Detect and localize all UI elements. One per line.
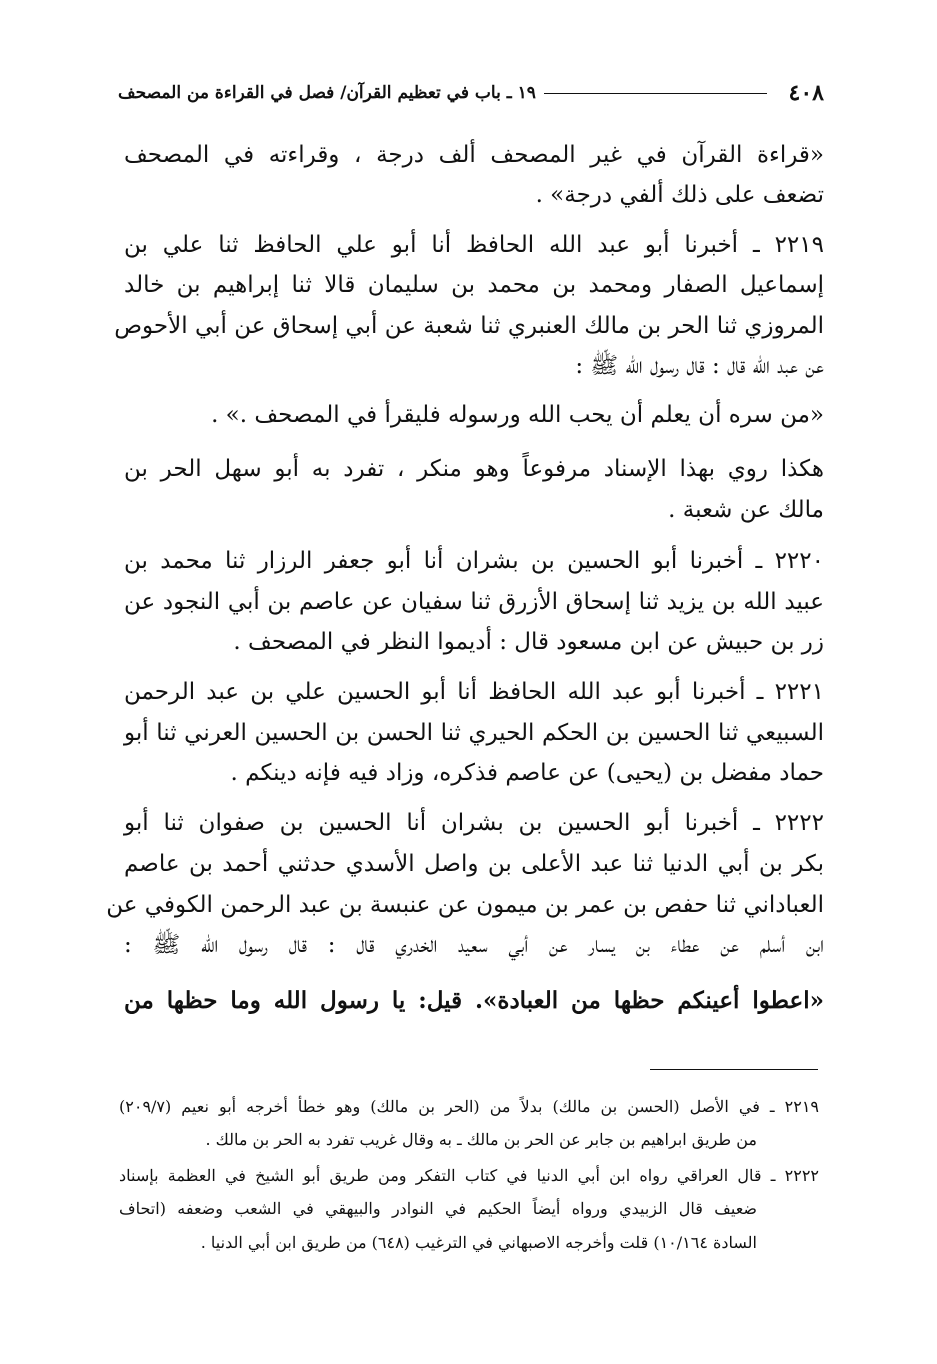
- footnote-separator: [650, 1069, 818, 1070]
- body-line: مالك عن شعبة .: [668, 497, 824, 523]
- footnote-2219: ٢٢١٩ ـ في الأصل (الحسن بن مالك) بدلاً من (الحر بن مالك) وهو خطأ أخرجه أبو نعيم (٢٠٩/٧): [119, 1097, 819, 1116]
- footnote-line: السادة ١٠/١٦٤) قلت وأخرجه الاصبهاني في الترغيب (٦٤٨) من طريق ابن أبي الدنيا .: [200, 1233, 757, 1252]
- footnote-line: ضعيف قال الزبيدي ورواه أيضاً الحكيم في النوادر والبيهقي في الشعب وضعفه (اتحاف: [119, 1199, 757, 1218]
- body-line: إسماعيل الصفار ومحمد بن محمد بن سليمان قالا ثنا إبراهيم بن خالد: [124, 272, 824, 298]
- body-line: السبيعي ثنا الحسين بن الحكم الحيري ثنا الحسن بن الحسين العرني ثنا أبو: [124, 720, 824, 746]
- header-rule: [544, 93, 767, 94]
- body-line: حماد مفضل بن (يحيى) عن عاصم فذكره، وزاد فيه فإنه دينكم .: [230, 760, 824, 786]
- body-line: عبيد الله بن يزيد ثنا إسحاق الأزرق ثنا سفيان عن عاصم بن أبي النجود عن: [124, 589, 824, 615]
- body-line: «من سره أن يعلم أن يحب الله ورسوله فليقرأ في المصحف .» .: [211, 402, 824, 428]
- page-number: ٤٠٨: [788, 80, 824, 106]
- running-title: ١٩ ـ باب في تعظيم القرآن/ فصل في القراءة من المصحف: [118, 83, 536, 103]
- hadith-2222-line: ٢٢٢٢ ـ أخبرنا أبو الحسين بن بشران أنا الحسين بن صفوان ثنا أبو: [124, 810, 824, 836]
- hadith-quote-bold: «اعطوا أعينكم حظها من العبادة». قيل: يا رسول الله وما حظها من: [124, 987, 824, 1014]
- body-line: بكر بن أبي الدنيا ثنا عبد الأعلى بن واصل الأسدي حدثني أحمد بن عاصم: [124, 851, 824, 877]
- body-line: «قراءة القرآن في غير المصحف ألف درجة ، وقراءته في المصحف: [124, 142, 824, 168]
- body-line: زر بن حبيش عن ابن مسعود قال : أديموا النظر في المصحف .: [233, 629, 824, 655]
- footnote-line: من طريق ابراهيم بن جابر عن الحر بن مالك ـ به وقال غريب تفرد به الحر بن مالك .: [205, 1130, 757, 1149]
- hadith-2220-line: ٢٢٢٠ ـ أخبرنا أبو الحسين بن بشران أنا أبو جعفر الرزار ثنا محمد بن: [124, 548, 824, 574]
- body-line: تضعف على ذلك ألفي درجة» .: [535, 182, 824, 208]
- body-line: المروزي ثنا الحر بن مالك العنبري ثنا شعبة عن أبي إسحاق عن أبي الأحوص: [114, 313, 824, 339]
- footnote-2222: ٢٢٢٢ ـ قال العراقي رواه ابن أبي الدنيا في كتاب التفكر ومن طريق أبو الشيخ في العظمة بإسناد: [119, 1166, 820, 1185]
- page-header: [118, 76, 824, 110]
- hadith-2219-line: ٢٢١٩ ـ أخبرنا أبو عبد الله الحافظ أنا أبو علي الحافظ ثنا علي بن: [124, 232, 824, 258]
- body-line: ابن أسلم عن عطاء بن يسار عن أبي سعيد الخدري قال : قال رسول الله ﷺ :: [124, 932, 824, 958]
- hadith-2221-line: ٢٢٢١ ـ أخبرنا أبو عبد الله الحافظ أنا أبو الحسين علي بن عبد الرحمن: [124, 679, 824, 705]
- body-line: هكذا روي بهذا الإسناد مرفوعاً وهو منكر ، تفرد به أبو سهل الحر بن: [124, 456, 824, 482]
- body-line: عن عبد الله قال : قال رسول الله ﷺ :: [575, 353, 824, 379]
- body-line: العباداني ثنا حفص بن عمر بن ميمون عن عنبسة بن عبد الرحمن الكوفي عن: [106, 892, 824, 918]
